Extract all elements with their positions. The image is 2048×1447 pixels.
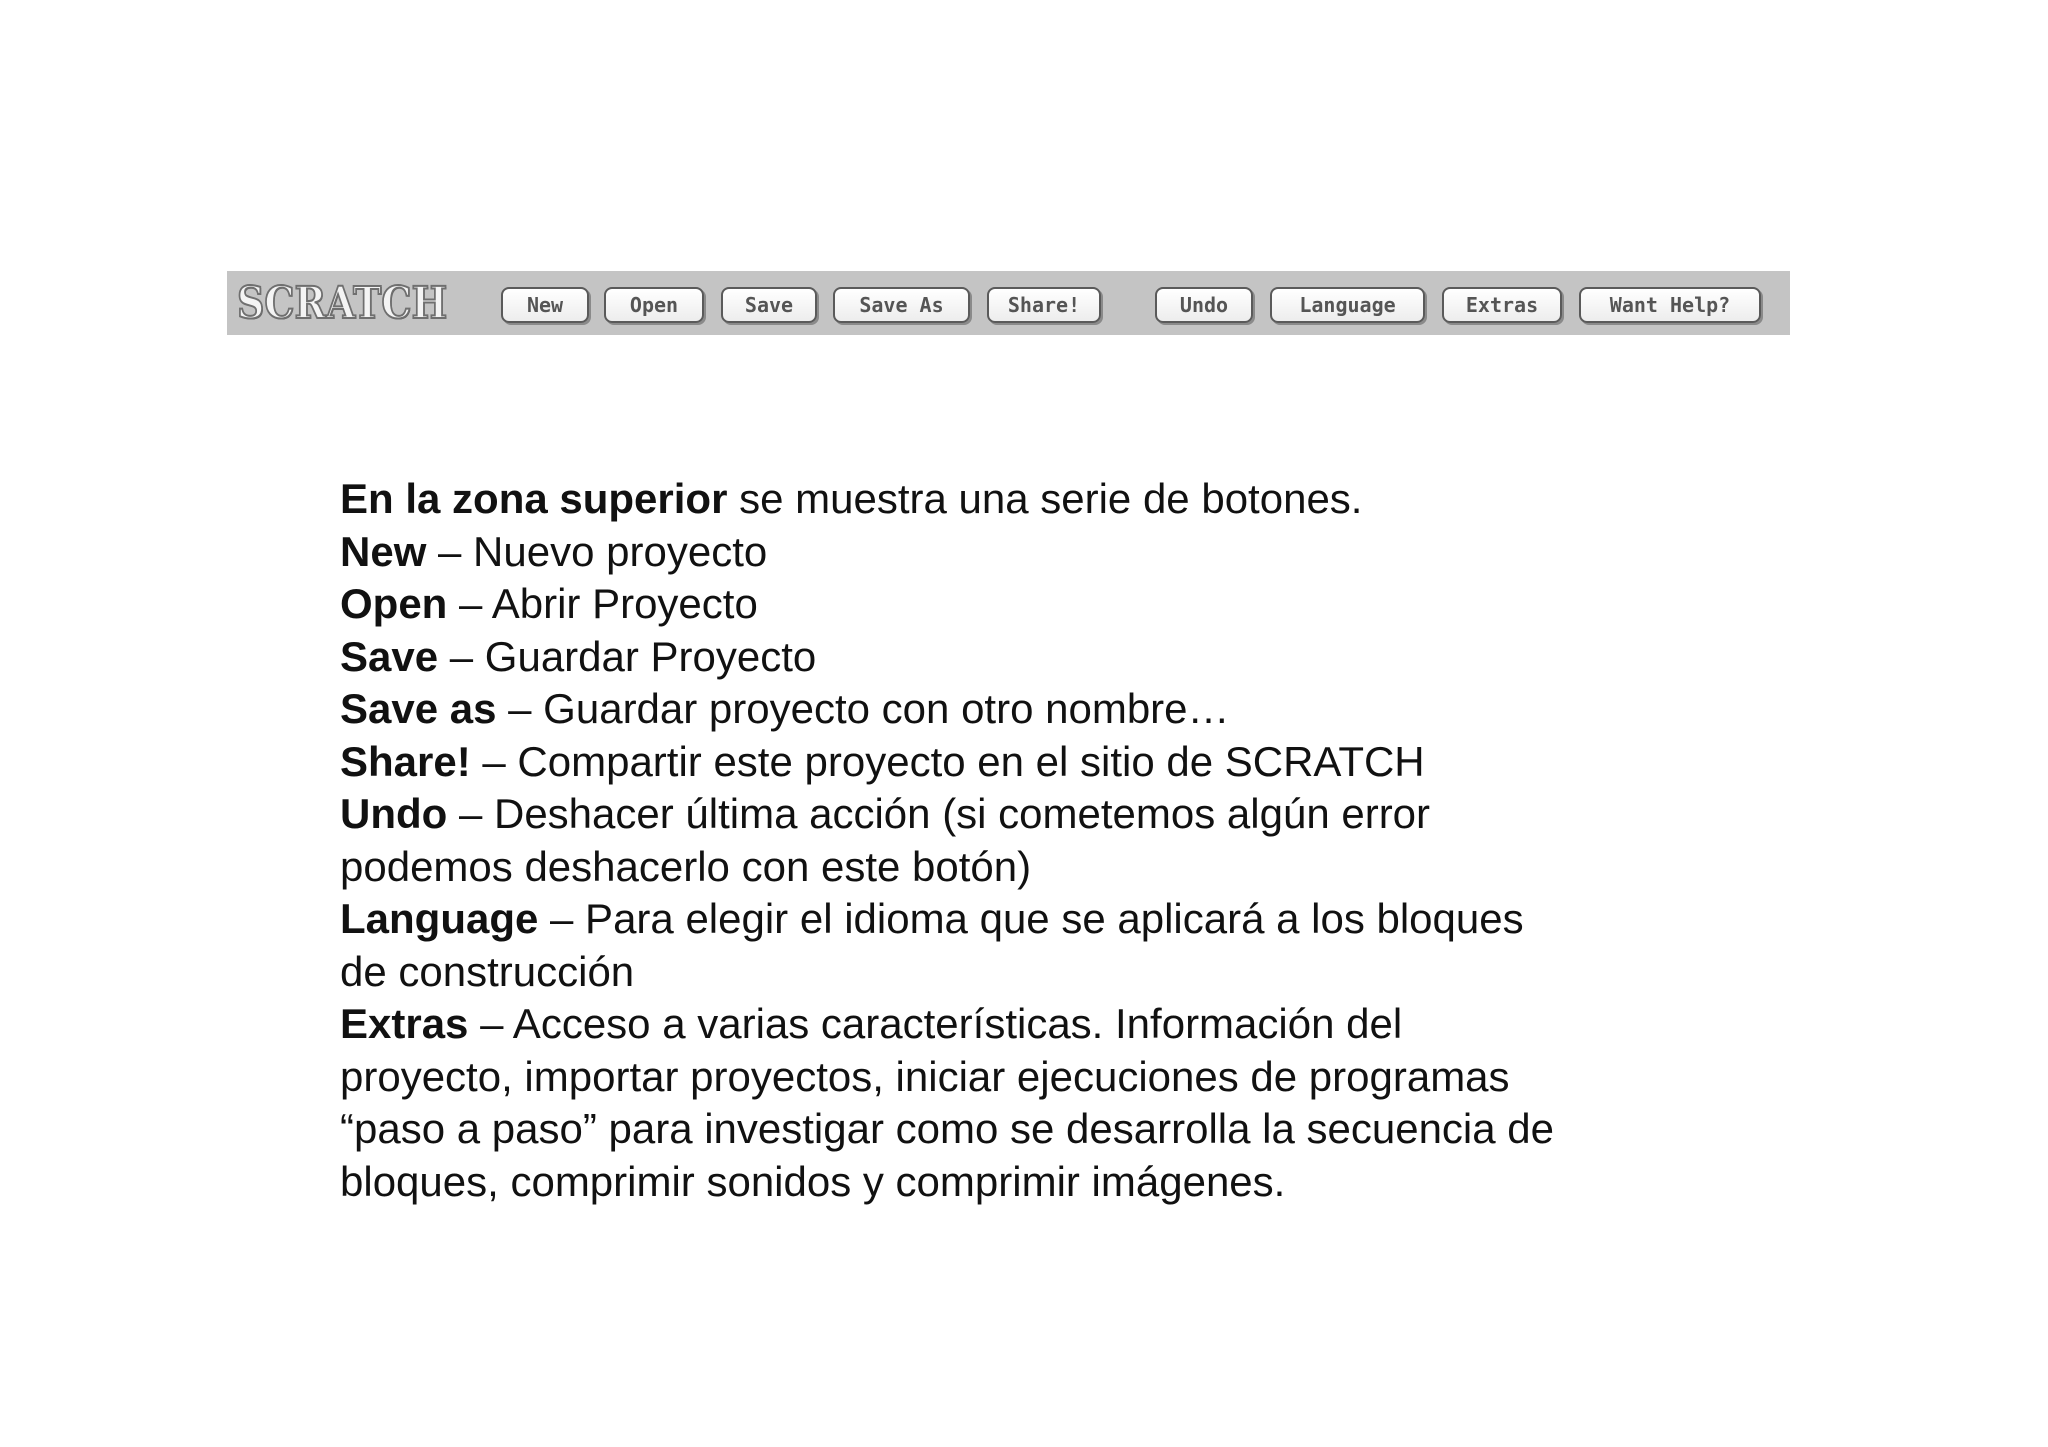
extras-description-cont-3: bloques, comprimir sonidos y comprimir imágenes. <box>340 1157 1286 1205</box>
undo-text: – Deshacer última acción (si cometemos algún error <box>447 790 1431 837</box>
extras-text: – Acceso a varias características. Información del <box>468 1000 1403 1047</box>
extras-description-cont-1: proyecto, importar proyectos, iniciar ejecuciones de programas <box>340 1052 1510 1100</box>
save-text: – Guardar Proyecto <box>438 632 817 680</box>
language-term: Language <box>340 895 539 942</box>
new-description <box>340 526 1700 579</box>
save-as-description <box>340 683 1700 736</box>
intro-heading: En la zona superior <box>340 475 728 522</box>
intro-text: se muestra una serie de botones. <box>727 475 1363 522</box>
language-description-cont: de construcción <box>340 947 635 995</box>
undo-term: Undo <box>340 790 448 837</box>
open-term: Open <box>340 580 448 627</box>
share-term: Share! <box>340 737 471 785</box>
save-as-text: – Guardar proyecto con otro nombre… <box>496 685 1230 732</box>
extras-button[interactable]: Extras <box>1442 287 1562 323</box>
save-button[interactable]: Save <box>721 287 817 323</box>
want-help-button[interactable]: Want Help? <box>1579 287 1761 323</box>
extras-term: Extras <box>340 1000 469 1047</box>
language-text: – Para elegir el idioma que se aplicará a los bloques <box>538 895 1524 942</box>
open-text: – Abrir Proyecto <box>447 580 758 627</box>
save-description <box>340 631 1700 684</box>
language-button[interactable]: Language <box>1270 287 1425 323</box>
button-descriptions <box>340 473 1700 1208</box>
scratch-logo: SCRATCH <box>237 278 448 329</box>
new-button[interactable]: New <box>501 287 589 323</box>
share-description <box>340 736 1700 789</box>
scratch-toolbar <box>227 271 1790 335</box>
intro-line <box>340 473 1700 526</box>
new-text: – Nuevo proyecto <box>426 527 768 575</box>
share-button[interactable]: Share! <box>987 287 1101 323</box>
extras-description-cont-2: “paso a paso” para investigar como se desarrolla la secuencia de <box>340 1105 1555 1152</box>
undo-description <box>340 788 1700 841</box>
undo-description-cont: podemos deshacerlo con este botón) <box>340 842 1032 890</box>
undo-button[interactable]: Undo <box>1155 287 1253 323</box>
open-description <box>340 578 1700 631</box>
extras-description <box>340 998 1700 1051</box>
share-text: – Compartir este proyecto en el sitio de SCRATCH <box>470 737 1425 785</box>
open-button[interactable]: Open <box>604 287 704 323</box>
save-as-term: Save as <box>340 685 497 732</box>
new-term: New <box>340 527 427 575</box>
language-description <box>340 893 1700 946</box>
save-as-button[interactable]: Save As <box>833 287 970 323</box>
save-term: Save <box>340 632 439 680</box>
